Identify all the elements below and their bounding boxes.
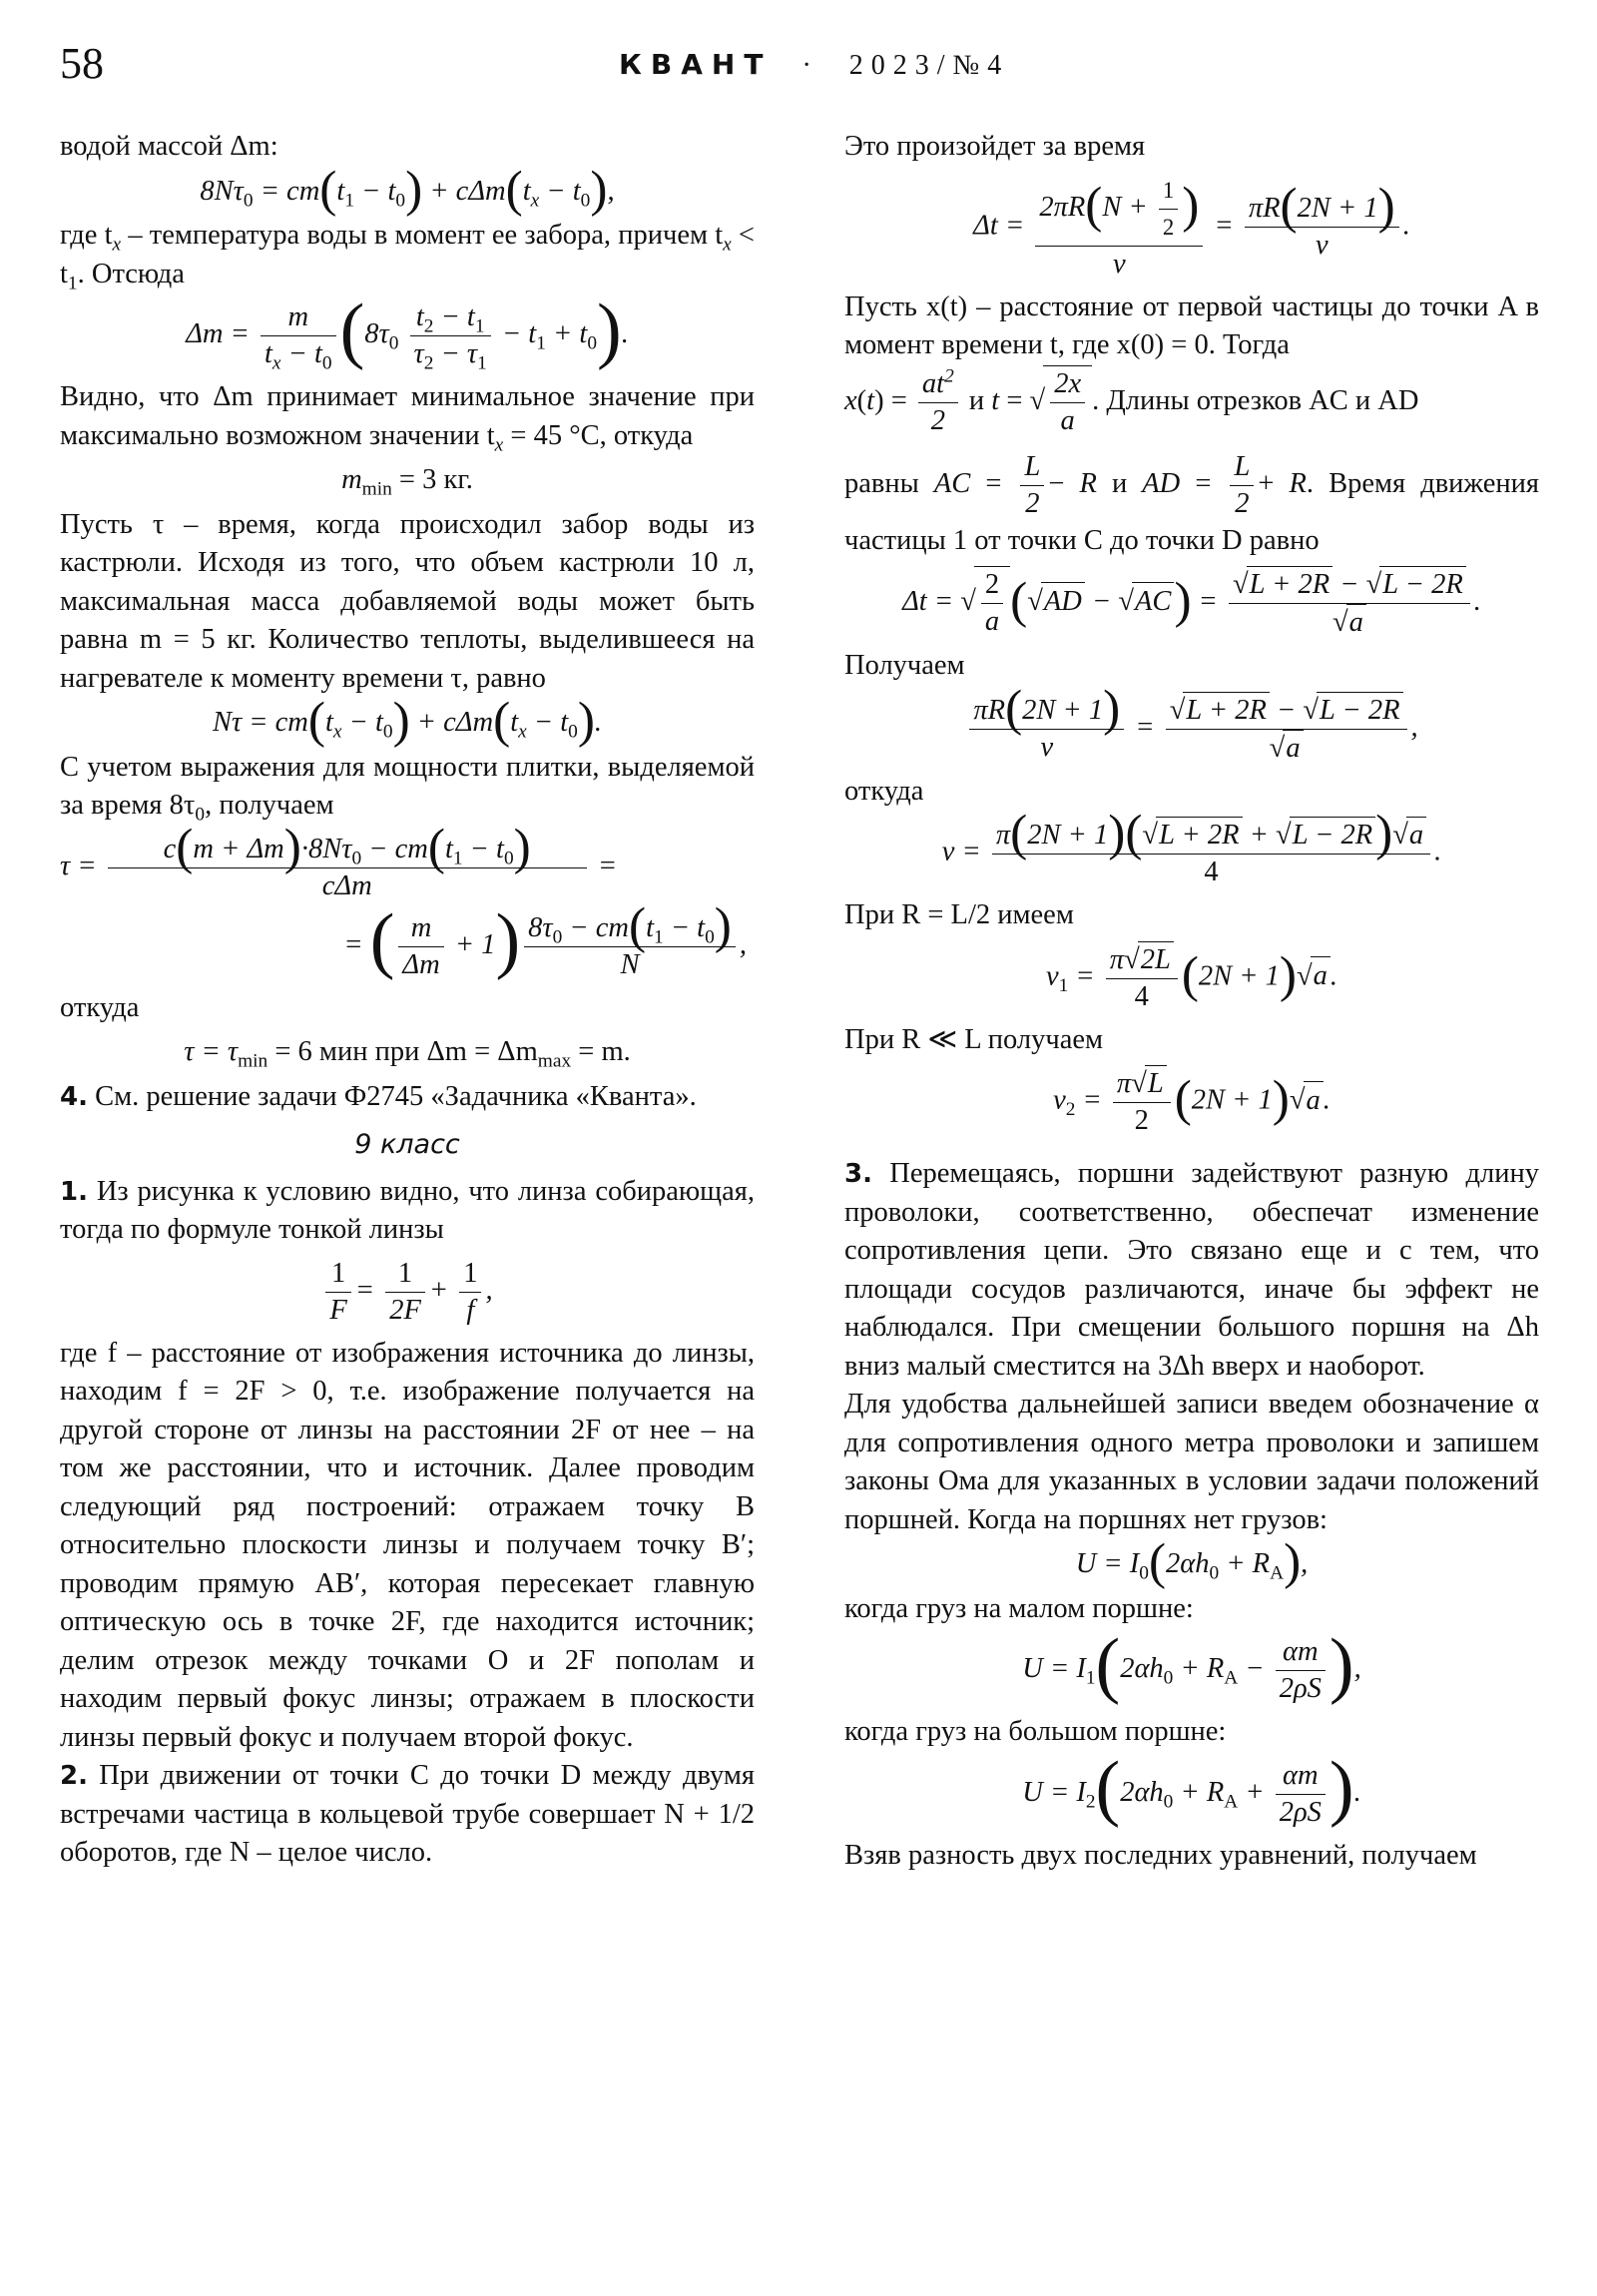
right-column [844,128,1539,1875]
equation: $U = I_2(2\alpha h_0 + R_A$ + $\frac{\alpha m}{2\rho S}$ ). [1022,1747,1361,1829]
paragraph: равны AC = $\frac{L}{2}$ − R и AD = $\frac{L}{2}$ + R. Время движения частицы 1 от точки C до точки D равно [844,450,1539,556]
paragraph: откуда [844,775,924,807]
equation: $\frac{1}{F}$ = $\frac{1}{2F}$ + $\frac{1}{f}$ , [60,1256,755,1329]
equation: $\frac{\pi R(2N + 1)}{v}$ = $\frac{√L + 2R - √L - 2R}{√a}$ , [844,692,1539,767]
equation: $8N\tau_0 = cm(t_1 - t_0) + c\Delta m(t_x - t_0)$, [200,160,615,218]
equation: = ( $\frac{m}{\Delta m}$ + 1) $\frac{8\tau_0 - cm(t_1 - t_0)}{N}$ , [343,896,747,981]
paragraph: где $t_x$ – температура воды в момент ее забора, причем $t_x < t_1$. Отсюда [60,220,755,294]
equation: $U = I_1(2\alpha h_0 + R_A$ − $\frac{\alpha m}{2\rho S}$ ), [1022,1623,1361,1706]
equation: $v_1$ = $\frac{\pi√2L}{4}$ (2N + 1)√a . [844,941,1539,1015]
paragraph: откуда [60,991,140,1023]
paragraph: водой массой Δm: [60,131,278,162]
equation: τ = $\frac{c(m + \Delta m)\cdot 8N\tau_0 - cm(t_1 - t_0)}{\text{cΔm}}$ = [60,818,618,901]
paragraph: Взяв разность двух последних уравнений, получаем [844,1839,1477,1871]
paragraph: Для удобства дальнейшей записи введем обозначение α для сопротивления одного метра проволоки и запишем законы Ома для указанных в условии задачи положений поршней. Когда на поршнях нет грузов: [844,1389,1539,1535]
equation: v = $\frac{\pi(2N + 1)(√L + 2R + √L - 2R)√a}{4}$ . [941,805,1442,887]
paragraph: 1. Из рисунка к условию видно, что линза собирающая, тогда по формуле тонкой линзы [60,1175,755,1245]
equation: $m_{min} = 3$ кг. [341,464,473,500]
equation: $\tau = \tau_{min} = 6$ мин при $\Delta m = \Delta m_{max} = m$. [184,1036,631,1072]
equation: $U = I_0(2\alpha h_0 + R_A)$, [1075,1533,1309,1591]
journal-title: КВАНТ [619,48,773,81]
paragraph: x(t) = $\frac{at^2}{2}$ и t = √ $\frac{2x}{a}$ . Длины отрезков AC и AD [844,365,1539,439]
paragraph: 4. См. решение задачи Ф2745 «Задачника «Кванта». [60,1080,697,1112]
running-head [619,48,1009,82]
equation: $N\tau = cm(t_x - t_0) + c\Delta m(t_x - t_0)$. [212,692,603,750]
left-column [60,128,755,1873]
paragraph: С учетом выражения для мощности плитки, выделяемой за время $8\tau_0$, получаем [60,751,755,826]
section-heading: 9 класс [354,1129,460,1160]
issue-label: 2023/№4 [848,50,1010,81]
equation: Δt = 2πR(N + $\frac{1}{2}$ ) v = $\frac{\pi R(2N + 1)}{v}$ . [844,173,1539,283]
paragraph: Получаем [844,650,965,681]
paragraph: Видно, что Δm принимает минимальное значение при максимально возможном значении $t_x = 45$ °С, откуда [60,381,755,456]
paragraph: когда груз на большом поршне: [844,1716,1227,1747]
paragraph: 2. При движении от точки C до точки D между двумя встречами частица в кольцевой трубе совершает N + 1/2 оборотов, где N – целое число. [60,1760,755,1868]
equation: Δt = √ $\frac{2}{a}$ (√AD − √AC) = $\frac{√L + 2R - √L - 2R}{√a}$ . [844,566,1539,641]
paragraph: Пусть x(t) – расстояние от первой частицы до точки A в момент времени t, где x(0) = 0. Тогда [844,290,1539,360]
equation: Δm = $\frac{m}{t_x - t_0}$ ($8\tau_0$ $\frac{t_2 - t_1}{\tau_2 - \tau_1}$ − $t_1 + t_0$). [186,288,629,374]
page-number: 58 [60,39,104,88]
paragraph: 3. Перемещаясь, поршни задействуют разную длину проволоки, соответственно, обеспечат изменение сопротивления цепи. Это связано еще и с тем, что площади сосудов различаются, иначе бы эффект не наблюдался. При смещении большого поршня на Δh вниз малый сместится на 3Δh вверх и наоборот. [844,1158,1539,1382]
equation: $v_2$ = $\frac{\pi√L}{2}$ (2N + 1)√a . [844,1065,1539,1139]
paragraph: Пусть τ – время, когда происходил забор воды из кастрюли. Исходя из того, что объем кастрюли 10 л, максимальная масса добавляемой воды может быть равна m = 5 кг. Количество теплоты, выделившееся на нагревателе к моменту времени τ, равно [60,508,755,694]
page-header [60,30,1537,90]
header-separator: · [801,50,819,81]
paragraph: Это произойдет за время [844,131,1146,162]
paragraph: При R = L/2 имеем [844,899,1074,930]
paragraph: когда груз на малом поршне: [844,1592,1194,1624]
paragraph: где f – расстояние от изображения источника до линзы, находим f = 2F > 0, т.е. изображение получается на другой стороне от линзы на расстоянии 2F от нее – на том же расстоянии, что и источник. Далее проводим следующий ряд построений: отражаем точку B относительно плоскости линзы и получаем точку B′; проводим прямую AB′, которая пересекает главную оптическую ось в точке 2F, где находится источник; делим отрезок между точками O и 2F пополам и находим первый фокус линзы; отражаем в плоскости линзы первый фокус и получаем второй фокус. [60,1337,755,1753]
paragraph: При R ≪ L получаем [844,1023,1104,1055]
